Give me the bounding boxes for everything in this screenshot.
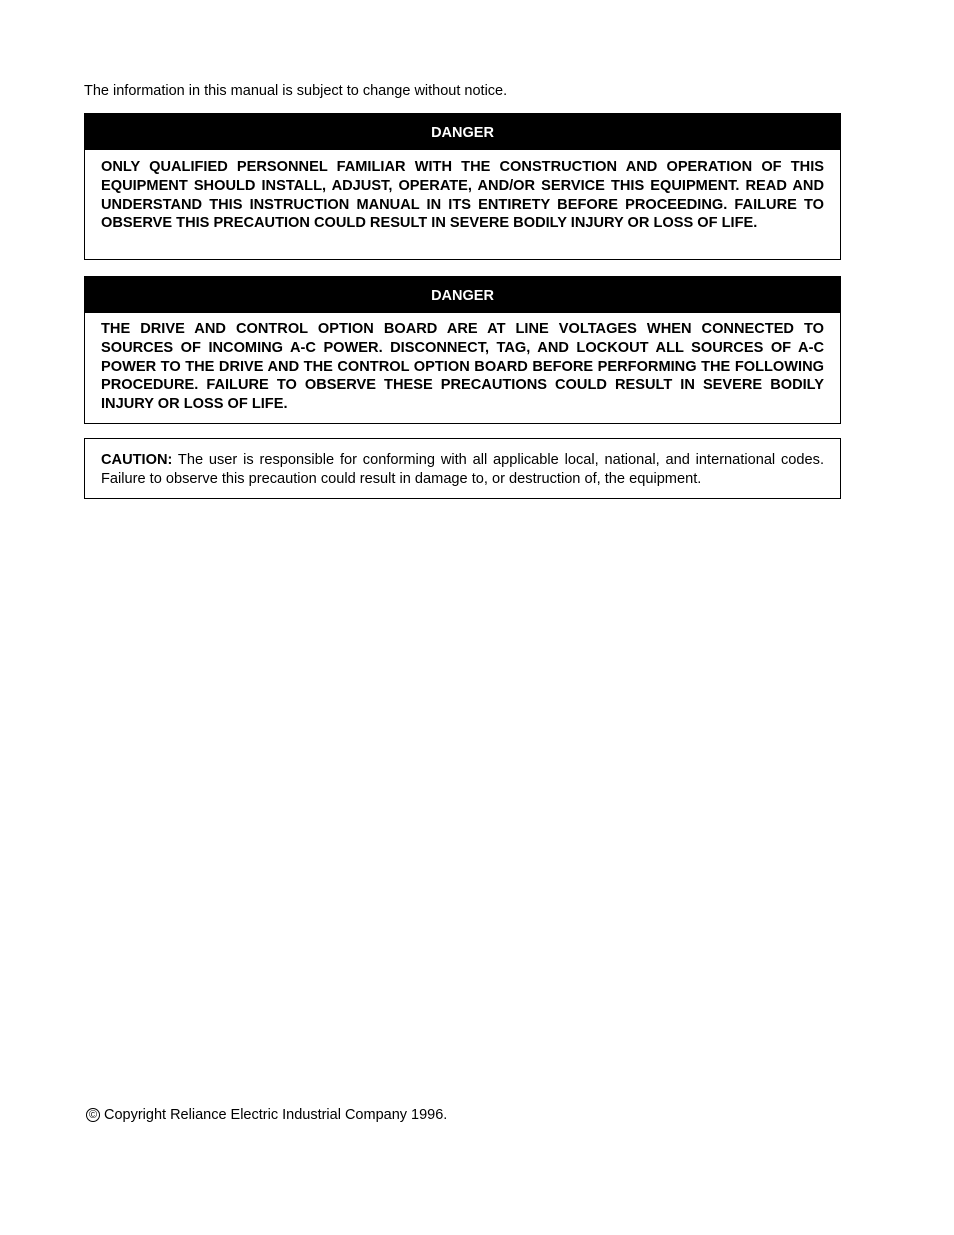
danger-box-line-voltage (84, 276, 841, 424)
caution-box (84, 438, 841, 499)
danger-text: THE DRIVE AND CONTROL OPTION BOARD ARE AT LINE VOLTAGES WHEN CONNECTED TO SOURCES OF INCOMING A-C POWER. DISCONNECT, TAG, AND LOCKOUT ALL SOURCES OF A-C POWER TO THE DRIVE AND THE CONTROL OPTION BOARD BEFORE PERFORMING THE FOLLOWING PROCEDURE. FAILURE TO OBSERVE THESE PRECAUTIONS COULD RESULT IN SEVERE BODILY INJURY OR LOSS OF LIFE. (101, 321, 824, 413)
change-notice: The information in this manual is subject to change without notice. (84, 83, 508, 99)
copyright-line (86, 1106, 447, 1124)
caution-label: CAUTION: (101, 452, 173, 468)
copyright-text: Copyright Reliance Electric Industrial Company 1996. (104, 1107, 448, 1123)
copyright-icon: © (86, 1108, 100, 1122)
caution-body: The user is responsible for conforming with all applicable local, national, and international codes. Failure to observe this precaution could result in damage to, or destruction of, the equipment. (101, 452, 824, 487)
danger-box-qualified-personnel (84, 113, 841, 260)
danger-header: DANGER (85, 114, 840, 150)
danger-header: DANGER (85, 277, 840, 313)
caution-text (85, 439, 840, 495)
danger-text: ONLY QUALIFIED PERSONNEL FAMILIAR WITH THE CONSTRUCTION AND OPERATION OF THIS EQUIPMENT SHOULD INSTALL, ADJUST, OPERATE, AND/OR SERVICE THIS EQUIPMENT. READ AND UNDERSTAND THIS INSTRUCTION MANUAL IN ITS ENTIRETY BEFORE PROCEEDING. FAILURE TO OBSERVE THIS PRECAUTION COULD RESULT IN SEVERE BODILY INJURY OR LOSS OF LIFE. (101, 159, 824, 232)
